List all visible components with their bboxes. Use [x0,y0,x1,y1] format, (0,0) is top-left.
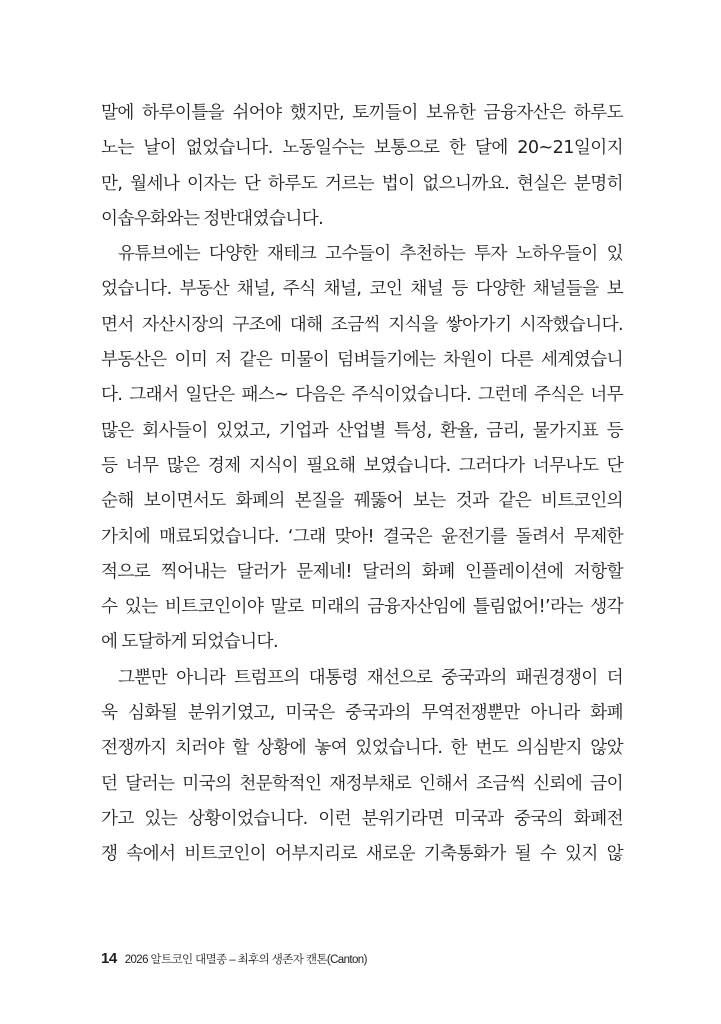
text-line: 던 달러는 미국의 천문학적인 재정부채로 인해서 조금씩 신뢰에 금이 [101,773,623,794]
text-line: 가고 있는 상황이었습니다. 이런 분위기라면 미국과 중국의 화폐전 [101,808,623,829]
paragraph [101,661,623,873]
paragraph [101,237,623,661]
page-footer [101,950,367,970]
text-line: 었습니다. 부동산 채널, 주식 채널, 코인 채널 등 다양한 채널들을 보 [101,279,623,300]
text-line: 부동산은 이미 저 같은 미물이 덤벼들기에는 차원이 다른 세계였습니 [101,350,623,371]
body-text [101,96,623,873]
text-line: 가치에 매료되었습니다. ‘그래 맞아! 결국은 윤전기를 돌려서 무제한 [101,526,623,547]
text-line: 만, 월세나 이자는 단 하루도 거르는 법이 없으니까요. 현실은 분명히 [101,173,623,194]
text-line: 노는 날이 없었습니다. 노동일수는 보통으로 한 달에 20~21일이지 [101,138,623,159]
text-line: 이솝우화와는 정반대였습니다. [101,208,324,229]
text-line: 면서 자산시장의 구조에 대해 조금씩 지식을 쌓아가기 시작했습니다. [101,314,623,335]
text-line: 다. 그래서 일단은 패스~ 다음은 주식이었습니다. 그런데 주식은 너무 [101,385,623,406]
paragraph [101,96,623,237]
running-title: 2026 알트코인 대멸종 – 최후의 생존자 캔톤(Canton) [124,954,367,966]
text-line: 많은 회사들이 있었고, 기업과 산업별 특성, 환율, 금리, 물가지표 등 [101,420,623,441]
text-line: 쟁 속에서 비트코인이 어부지리로 새로운 기축통화가 될 수 있지 않 [101,844,623,865]
text-line: 전쟁까지 치러야 할 상황에 놓여 있었습니다. 한 번도 의심받지 않았 [101,738,623,759]
text-line: 그뿐만 아니라 트럼프의 대통령 재선으로 중국과의 패권경쟁이 더 [118,667,623,688]
text-line: 유튜브에는 다양한 재테크 고수들이 추천하는 투자 노하우들이 있 [118,244,623,265]
text-line: 적으로 찍어내는 달러가 문제네! 달러의 화폐 인플레이션에 저항할 [101,561,623,582]
page-number: 14 [101,950,117,967]
text-line: 욱 심화될 분위기였고, 미국은 중국과의 무역전쟁뿐만 아니라 화폐 [101,703,623,724]
text-line: 에 도달하게 되었습니다. [101,632,278,653]
text-line: 수 있는 비트코인이야 말로 미래의 금융자산임에 틀림없어!’라는 생각 [101,597,623,618]
text-line: 순해 보이면서도 화폐의 본질을 꿰뚫어 보는 것과 같은 비트코인의 [101,491,623,512]
text-line: 등 너무 많은 경제 지식이 필요해 보였습니다. 그러다가 너무나도 단 [101,455,623,476]
text-line: 말에 하루이틀을 쉬어야 했지만, 토끼들이 보유한 금융자산은 하루도 [101,103,623,123]
